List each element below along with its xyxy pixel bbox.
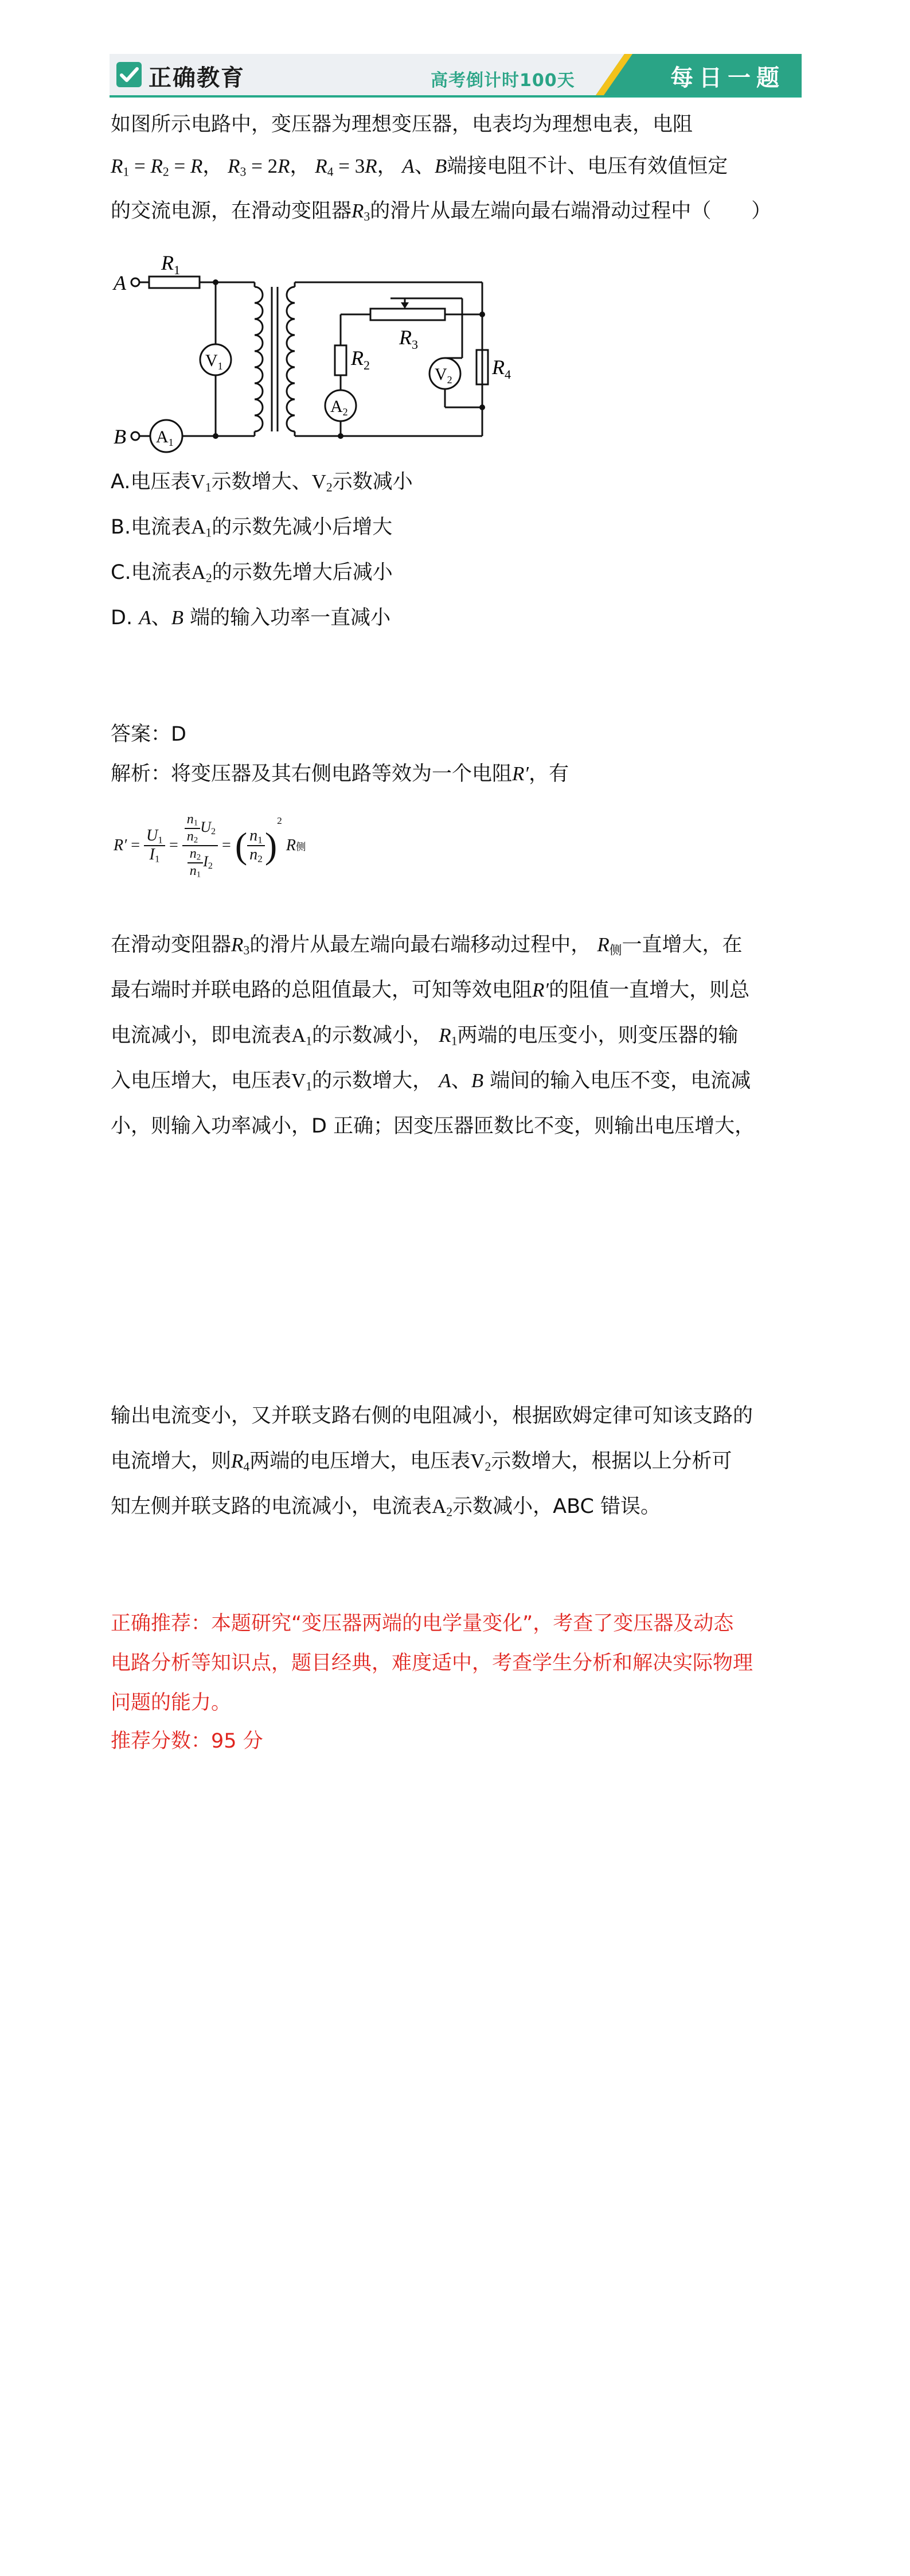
question-line-3: 的交流电源，在滑动变阻器$R_3$的滑片从最左端向最右端滑动过程中（ ） [111,200,772,224]
daily-question-tab [590,54,802,95]
option-c: C.电流表$A_2$的示数先增大后减小 [111,561,393,585]
a2-label: $A_2$ [330,397,348,418]
recommendation-score: 推荐分数：95 分 [111,1730,263,1753]
analysis-line-7: 电流增大，则$R_4$两端的电压增大，电压表$V_2$示数增大，根据以上分析可 [111,1450,732,1474]
countdown-text: 高考倒计时100天 [431,71,575,91]
analysis-line-1: 在滑动变阻器$R_3$的滑片从最左端向最右端移动过程中， $R_侧$一直增大，在 [111,933,743,958]
question-line-1: 如图所示电路中，变压器为理想变压器，电表均为理想电表，电阻 [111,113,693,136]
circuit-labels [112,251,511,448]
r2-label: $R_2$ [351,347,370,372]
analysis-line-8: 知左侧并联支路的电流减小，电流表$A_2$示数减小，ABC 错误。 [111,1495,661,1519]
question-line-2: $R_1 = R_2 = R$， $R_3 = 2R$， $R_4 = 3R$， A、B端接电阻不计、电压有效值恒定 [111,155,728,179]
r1-label: $R_1$ [161,251,180,277]
answer-label: 答案：D [111,723,186,746]
option-a: A.电压表$V_1$示数增大、$V_2$示数减小 [111,470,413,495]
r4-label: $R_4$ [492,356,511,382]
daily-question-label: 每日一题 [670,65,785,91]
r3-label: $R_3$ [399,326,418,352]
recommendation-line-3: 问题的能力。 [111,1691,232,1714]
check-icon [116,62,142,87]
circuit-diagram [112,247,520,456]
analysis-line-6: 输出电流变小，又并联支路右侧的电阻减小，根据欧姆定律可知该支路的 [111,1404,753,1427]
analysis-line-5: 小，则输入功率减小，D 正确；因变压器匝数比不变，则输出电压增大， [111,1115,755,1138]
recommendation-line-2: 电路分析等知识点，题目经典，难度适中，考查学生分析和解决实际物理 [111,1652,753,1675]
option-d: D. A、B 端的输入功率一直减小 [111,606,391,629]
a1-label: $A_1$ [156,427,174,448]
analysis-line-3: 电流减小，即电流表$A_1$的示数减小， $R_1$两端的电压变小，则变压器的输 [111,1024,739,1048]
header-banner [110,54,802,99]
terminal-b-label: B [114,425,126,448]
analysis-line-4: 入电压增大，电压表$V_1$的示数增大， A、B 端间的输入电压不变，电流减 [111,1069,751,1094]
recommendation-line-1: 正确推荐：本题研究“变压器两端的电学量变化”，考查了变压器及动态 [111,1612,734,1635]
analysis-line-2: 最右端时并联电路的总阻值最大，可知等效电阻R′的阻值一直增大，则总 [111,979,750,1002]
v2-label: $V_2$ [435,365,452,386]
v1-label: $V_1$ [205,351,223,372]
equivalent-resistance-formula: R′ = $\frac{U_1}{I_1}$ = $\frac{n_1}{n_2}$ $U_2$ $\frac{n_2}{n_1}$ $I_2$ = ( $\frac{n_1}{n_2}$ ) 2 R 侧 [114,812,306,880]
brand-name: 正确教育 [149,65,245,91]
header-divider [110,95,802,98]
analysis-intro: 解析：将变压器及其右侧电路等效为一个电阻R′，有 [111,762,569,785]
option-b: B.电流表$A_1$的示数先减小后增大 [111,516,393,540]
terminal-a-label: A [114,271,126,294]
